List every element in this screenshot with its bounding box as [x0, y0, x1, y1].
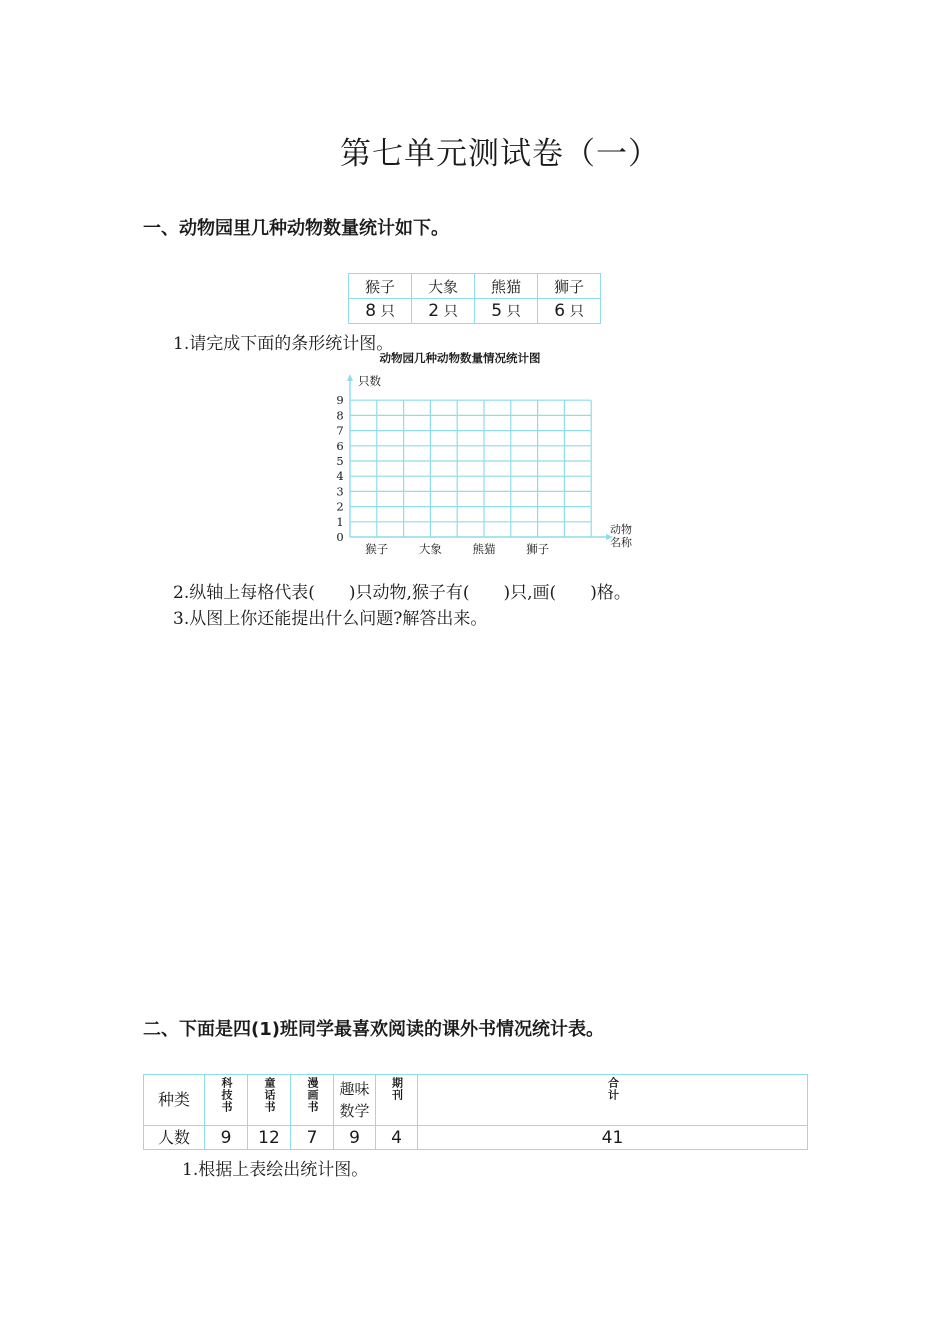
question-1-3: 3.从图上你还能提出什么问题?解答出来。	[173, 609, 488, 629]
y-axis-arrow	[347, 374, 353, 381]
count-value: 8	[365, 301, 377, 321]
table-cell: 7	[291, 1126, 334, 1150]
category-label: 童话书	[263, 1077, 276, 1113]
section-2-heading: 二、下面是四(1)班同学最喜欢阅读的课外书情况统计表。	[143, 1019, 604, 1040]
count-value: 2	[428, 301, 440, 321]
table-cell	[418, 1075, 808, 1126]
question-1-1: 1.请完成下面的条形统计图。	[173, 334, 394, 354]
x-tick-label: 狮子	[526, 542, 550, 556]
table-cell	[538, 299, 601, 324]
x-tick-label: 猴子	[365, 542, 389, 556]
count-value: 6	[554, 301, 566, 321]
y-tick-label: 3	[336, 484, 344, 499]
category-label: 趣味数学	[339, 1080, 370, 1120]
question-2-1: 1.根据上表绘出统计图。	[182, 1160, 369, 1180]
count-value: 5	[491, 301, 503, 321]
table-cell: 大象	[412, 274, 475, 299]
x-tick-label: 大象	[418, 542, 442, 556]
table-cell	[205, 1075, 248, 1126]
question-1-2: 2.纵轴上每格代表( )只动物,猴子有( )只,画( )格。	[173, 583, 631, 603]
table-cell: 狮子	[538, 274, 601, 299]
table-cell	[376, 1075, 418, 1126]
chart-grid	[350, 400, 591, 537]
table-row	[144, 1075, 808, 1126]
table-cell	[291, 1075, 334, 1126]
row-header-category: 种类	[144, 1075, 205, 1126]
table-cell	[334, 1075, 376, 1126]
category-label: 合计	[606, 1077, 620, 1101]
x-tick-label: 熊猫	[472, 542, 496, 556]
table-cell	[248, 1075, 291, 1126]
x-tick-labels	[365, 542, 549, 556]
count-unit: 只	[443, 304, 458, 320]
table-cell: 9	[205, 1126, 248, 1150]
y-tick-label: 2	[336, 499, 344, 514]
y-tick-labels	[336, 393, 343, 544]
table-row	[144, 1126, 808, 1150]
count-unit: 只	[569, 304, 584, 320]
category-label: 漫画书	[306, 1077, 319, 1113]
y-tick-label: 0	[336, 530, 344, 544]
table-cell: 12	[248, 1126, 291, 1150]
table-cell	[475, 299, 538, 324]
count-unit: 只	[506, 304, 521, 320]
row-header-count: 人数	[144, 1126, 205, 1150]
table-cell: 熊猫	[475, 274, 538, 299]
category-label: 科技书	[220, 1077, 233, 1113]
table-cell: 4	[376, 1126, 418, 1150]
y-tick-label: 4	[336, 469, 344, 484]
table-cell	[412, 299, 475, 324]
chart-axes	[347, 374, 613, 540]
table-row	[349, 274, 601, 299]
chart-title: 动物园几种动物数量情况统计图	[379, 351, 541, 365]
y-tick-label: 9	[336, 393, 344, 408]
bar-chart	[330, 348, 650, 560]
book-survey-table	[143, 1074, 808, 1150]
page-title: 第七单元测试卷（一）	[340, 136, 660, 172]
animal-count-table	[348, 273, 601, 324]
y-axis-label: 只数	[358, 374, 381, 388]
y-tick-label: 6	[336, 438, 344, 453]
count-unit: 只	[380, 304, 395, 320]
table-row	[349, 299, 601, 324]
x-axis-label-line-1: 动物	[610, 523, 632, 536]
y-tick-label: 7	[336, 423, 344, 438]
y-tick-label: 8	[336, 408, 344, 423]
y-tick-label: 1	[336, 514, 344, 529]
category-label: 期刊	[390, 1077, 404, 1101]
y-tick-label: 5	[336, 454, 344, 468]
x-axis-label-line-2: 名称	[610, 536, 632, 549]
table-cell: 9	[334, 1126, 376, 1150]
table-cell: 41	[418, 1126, 808, 1150]
section-1-heading: 一、动物园里几种动物数量统计如下。	[143, 218, 449, 239]
table-cell	[349, 299, 412, 324]
table-cell: 猴子	[349, 274, 412, 299]
